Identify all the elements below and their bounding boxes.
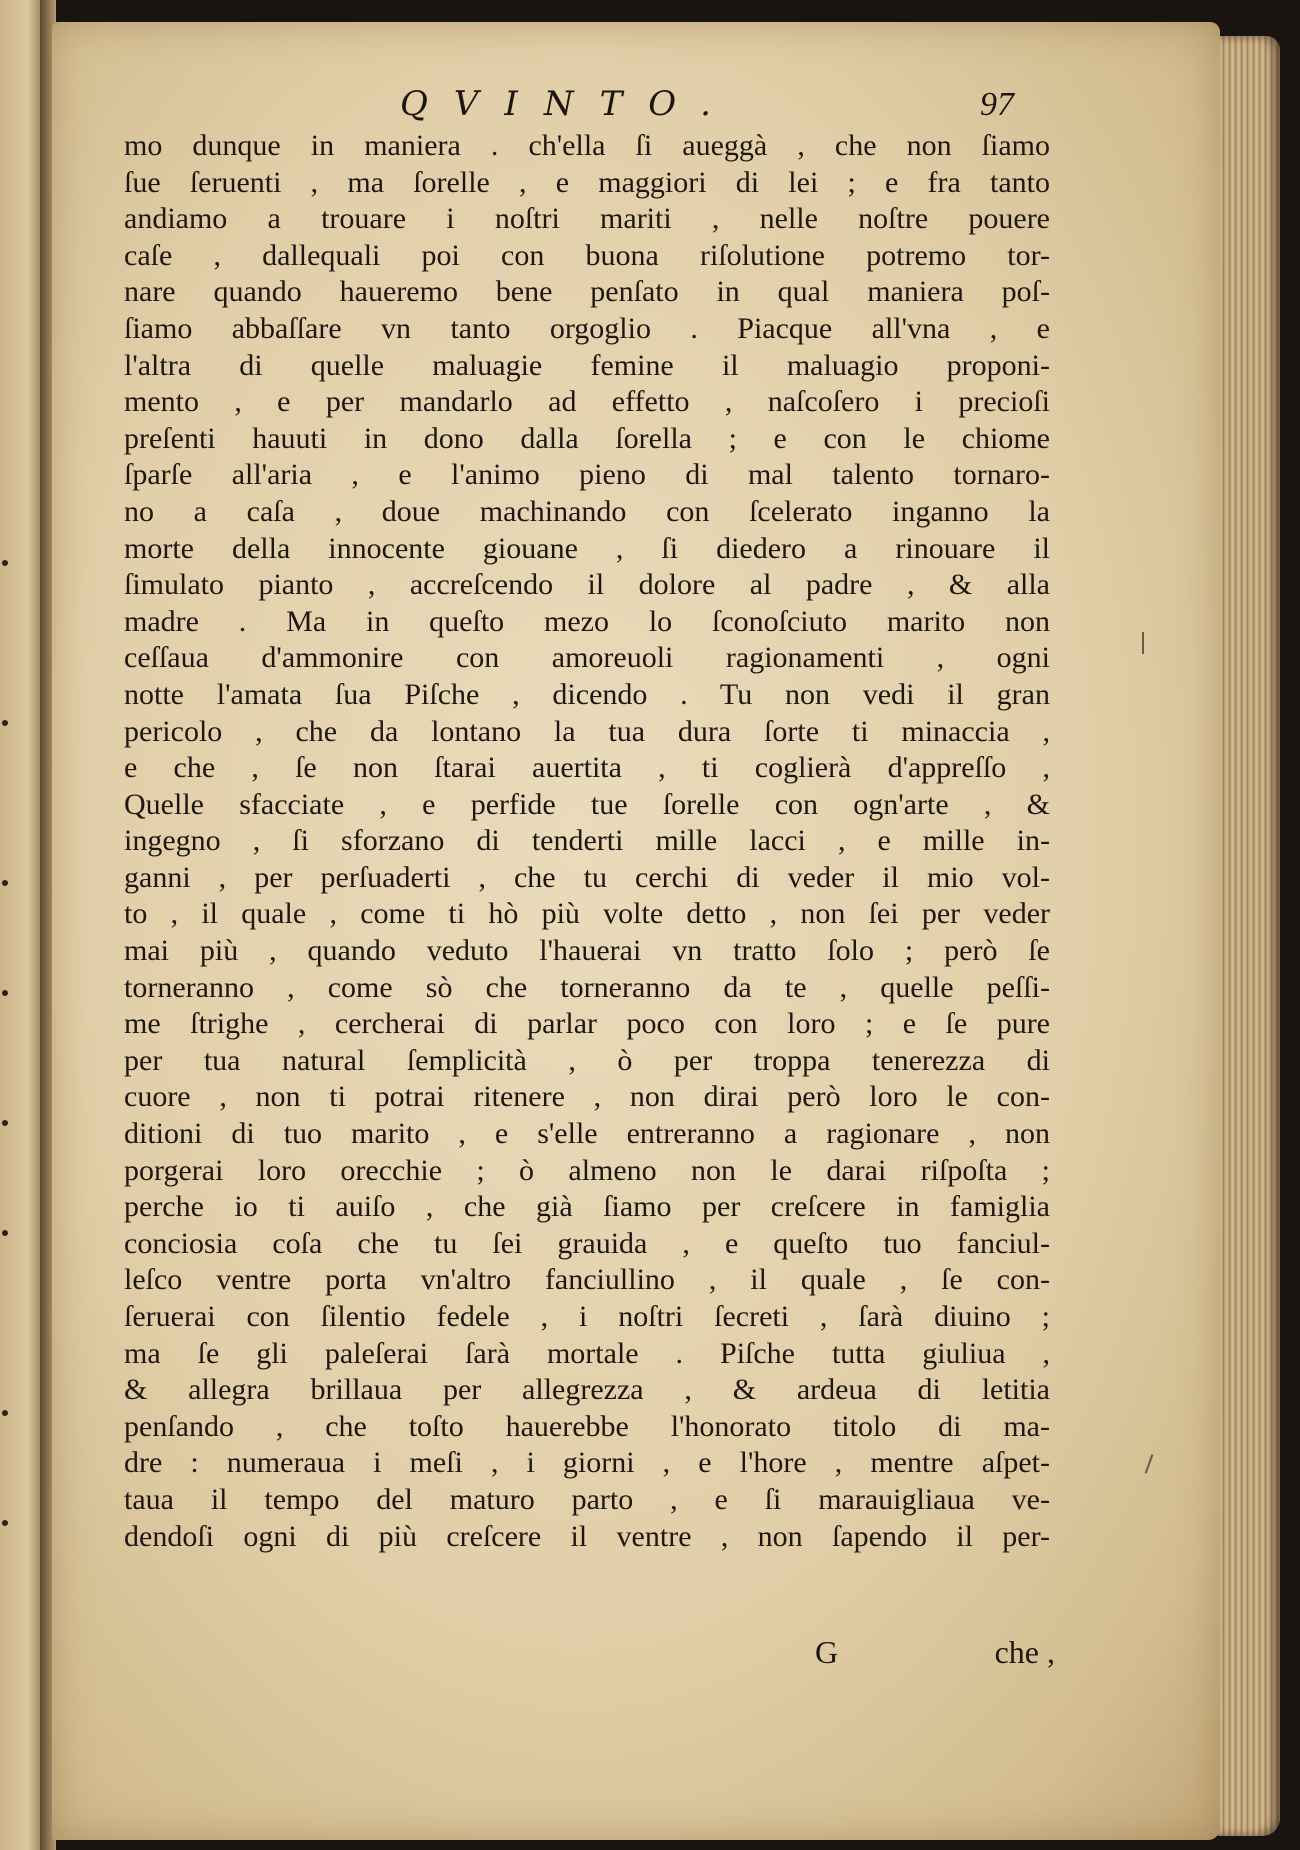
facing-page-ink-mark (2, 560, 8, 566)
text-line: mai più , quando veduto l'hauerai vn tratto ſolo ; però ſe (124, 934, 1050, 968)
text-line: leſco ventre porta vn'altro fanciullino , il quale , ſe con- (124, 1263, 1050, 1297)
text-line: e che , ſe non ſtarai auertita , ti coglierà d'appreſſo , (124, 751, 1050, 785)
facing-page-ink-mark (2, 1120, 8, 1126)
text-line: ſue ſeruenti , ma ſorelle , e maggiori di lei ; e fra tanto (124, 165, 1050, 199)
text-line: Quelle sfacciate , e perfide tue ſorelle con ogn'arte , & (124, 787, 1050, 821)
text-line: ceſſaua d'ammonire con amoreuoli ragionamenti , ogni (124, 641, 1050, 675)
text-line: madre . Ma in queſto mezo lo ſconoſciuto marito non (124, 604, 1050, 638)
text-line: dre : numeraua i meſi , i giorni , e l'hore , mentre aſpet- (124, 1446, 1050, 1480)
page-number: 97 (980, 86, 1014, 123)
facing-page-ink-mark (2, 1520, 8, 1526)
body-text (124, 128, 1050, 1555)
text-line: me ſtrighe , cercherai di parlar poco con loro ; e ſe pure (124, 1007, 1050, 1041)
text-line: perche io ti auiſo , che già ſiamo per creſcere in famiglia (124, 1190, 1050, 1224)
facing-page-ink-mark (2, 880, 8, 886)
text-line: ſeruerai con ſilentio fedele , i noſtri ſecreti , ſarà diuino ; (124, 1300, 1050, 1333)
signature-mark: G (815, 1634, 839, 1670)
page-header (400, 84, 1040, 134)
catchword: che , (994, 1634, 1055, 1670)
text-line: to , il quale , come ti hò più volte detto , non ſei per veder (124, 897, 1050, 931)
text-line: ſparſe all'aria , e l'animo pieno di mal talento tornaro- (124, 458, 1050, 492)
text-line: l'altra di quelle maluagie femine il maluagio proponi- (124, 348, 1050, 382)
text-line: ſimulato pianto , accreſcendo il dolore al padre , & alla (124, 568, 1050, 602)
facing-page-ink-mark (2, 1230, 8, 1236)
text-line: conciosia coſa che tu ſei grauida , e queſto tuo fanciul- (124, 1226, 1050, 1260)
text-line: notte l'amata ſua Piſche , dicendo . Tu non vedi il gran (124, 677, 1050, 711)
text-line: ditioni di tuo marito , e s'elle entreranno a ragionare , non (124, 1117, 1050, 1151)
text-line: mento , e per mandarlo ad effetto , naſcoſero i precioſi (124, 385, 1050, 419)
facing-page-ink-mark (2, 1410, 8, 1416)
text-line: ma ſe gli paleſerai ſarà mortale . Piſche tutta giuliua , (124, 1336, 1050, 1370)
text-line: no a caſa , doue machinando con ſcelerato inganno la (124, 494, 1050, 528)
text-line: pericolo , che da lontano la tua dura ſorte ti minaccia , (124, 714, 1050, 748)
text-line: ſiamo abbaſſare vn tanto orgoglio . Piacque all'vna , e (124, 311, 1050, 345)
text-line: porgerai loro orecchie ; ò almeno non le darai riſpoſta ; (124, 1153, 1050, 1187)
facing-page-ink-mark (2, 720, 8, 726)
text-line: ganni , per perſuaderti , che tu cerchi di veder il mio vol- (124, 860, 1050, 894)
margin-mark (1142, 632, 1144, 654)
text-line: & allegra brillaua per allegrezza , & ardeua di letitia (124, 1373, 1050, 1407)
text-line: dendoſi ogni di più creſcere il ventre , non ſapendo il per- (124, 1519, 1050, 1553)
text-line: penſando , che toſto hauerebbe l'honorato titolo di ma- (124, 1409, 1050, 1443)
text-line: taua il tempo del maturo parto , e ſi marauigliaua ve- (124, 1482, 1050, 1516)
text-line: torneranno , come sò che torneranno da te , quelle peſſi- (124, 970, 1050, 1004)
text-line: morte della innocente giouane , ſi diedero a rinouare il (124, 531, 1050, 565)
text-line: cuore , non ti potrai ritenere , non dirai però loro le con- (124, 1080, 1050, 1114)
page-edges (1218, 36, 1280, 1836)
catch-line (815, 1634, 1055, 1674)
facing-page-ink-mark (2, 990, 8, 996)
text-line: ingegno , ſi sforzano di tenderti mille lacci , e mille in- (124, 824, 1050, 858)
text-line: per tua natural ſemplicità , ò per troppa tenerezza di (124, 1043, 1050, 1077)
text-line: preſenti hauuti in dono dalla ſorella ; e con le chiome (124, 421, 1050, 455)
text-line: mo dunque in maniera . ch'ella ſi aueggà , che non ſiamo (124, 129, 1050, 162)
text-line: andiamo a trouare i noſtri mariti , nelle noſtre pouere (124, 202, 1050, 236)
text-line: caſe , dallequali poi con buona riſolutione potremo tor- (124, 238, 1050, 272)
running-title: QVINTO. (400, 84, 737, 124)
text-line: nare quando haueremo bene penſato in qual maniera poſ- (124, 275, 1050, 309)
